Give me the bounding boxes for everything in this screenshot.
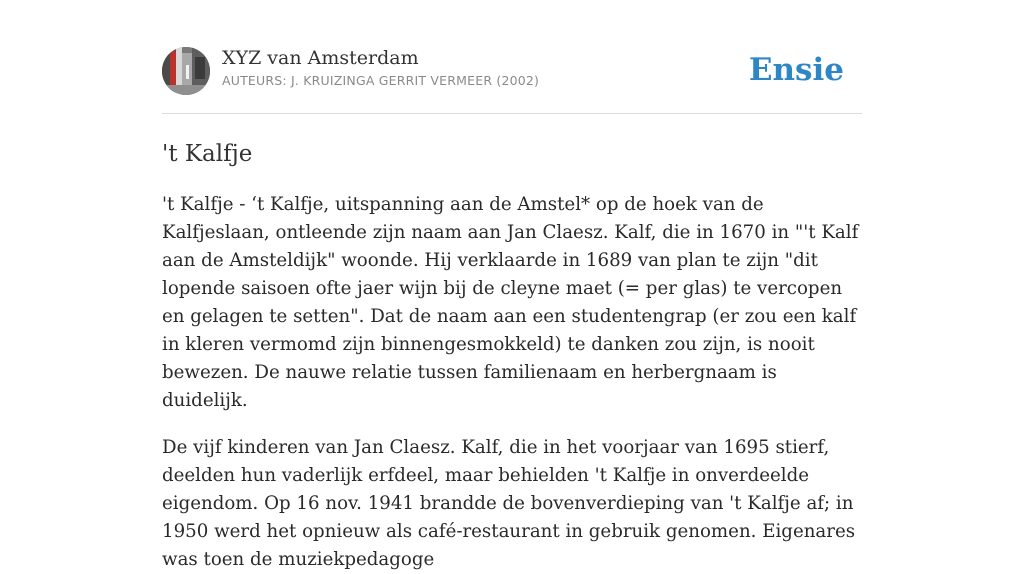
ensie-logo[interactable]: Ensie — [748, 52, 844, 88]
page-container — [162, 0, 862, 574]
source-title[interactable]: XYZ van Amsterdam — [222, 47, 419, 69]
source-meta — [222, 45, 539, 90]
book-cover-icon — [162, 47, 210, 95]
entry-paragraph: 't Kalfje - ‘t Kalfje, uitspanning aan de Amstel* op de hoek van de Kalfjeslaan, ontleende zijn naam aan Jan Claesz. Kalf, die in 1670 in "'t Kalf aan de Amsteldijk" woonde. Hij verklaarde in 1689 van plan te zijn "dit lopende saisoen ofte jaer wijn bij de cleyne maet (= per glas) te vercopen en gelagen te setten". Dat de naam aan een studentengrap (er zou een kalf in kleren vermomd zijn binnengesmokkeld) te danken zou zijn, is nooit bewezen. De nauwe relatie tussen familienaam en herbergnaam is duidelijk. — [162, 194, 859, 411]
source-header — [162, 0, 862, 114]
source-authors: AUTEURS: J. KRUIZINGA GERRIT VERMEER (2002) — [222, 73, 540, 88]
entry-paragraph: De vijf kinderen van Jan Claesz. Kalf, die in het voorjaar van 1695 stierf, deelden hun vaderlijk erfdeel, maar behielden 't Kalfje in onverdeelde eigendom. Op 16 nov. 1941 brandde de bovenverdieping van 't Kalfje af; in 1950 werd het opnieuw als café-restaurant in gebruik genomen. Eigenares was toen de muziekpedagoge — [162, 437, 856, 570]
entry-title: 't Kalfje — [162, 141, 253, 167]
source-avatar[interactable] — [162, 47, 210, 95]
